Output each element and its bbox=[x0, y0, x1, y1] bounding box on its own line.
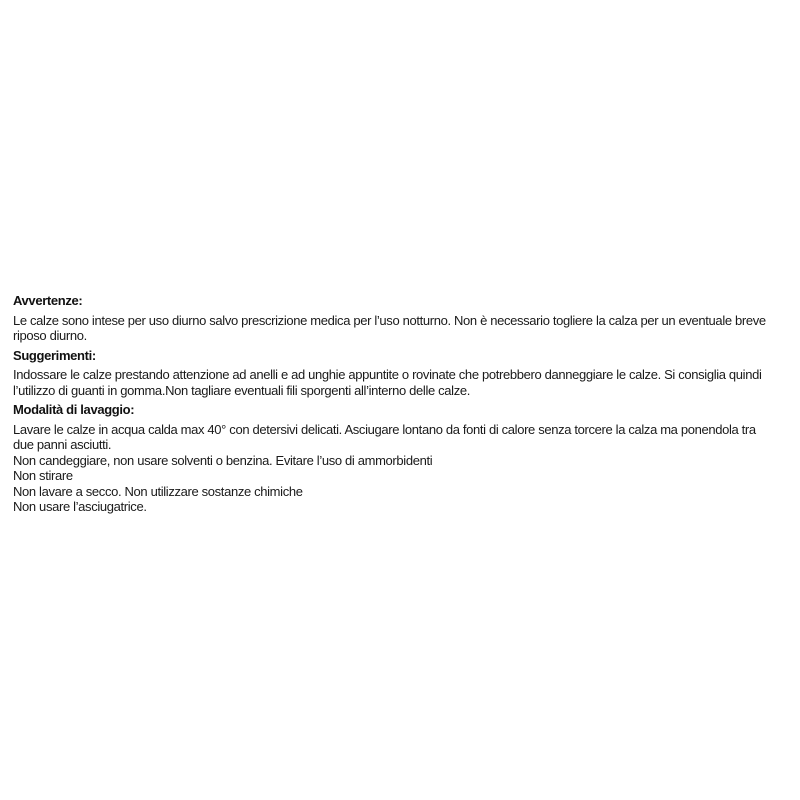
care-section bbox=[13, 402, 787, 515]
care-section bbox=[13, 293, 787, 344]
section-heading: Suggerimenti: bbox=[13, 347, 96, 363]
text-line: due panni asciutti. bbox=[13, 437, 112, 452]
section-body bbox=[13, 313, 787, 344]
text-line: l’utilizzo di guanti in gomma.Non tagliare eventuali fili sporgenti all’interno delle calze. bbox=[13, 382, 471, 398]
text-line: riposo diurno. bbox=[13, 328, 87, 343]
section-heading: Avvertenze: bbox=[13, 293, 83, 308]
care-section bbox=[13, 348, 787, 399]
text-line: Non lavare a secco. Non utilizzare sostanze chimiche bbox=[13, 483, 303, 499]
text-line: Non candeggiare, non usare solventi o benzina. Evitare l’uso di ammorbidenti bbox=[13, 452, 433, 468]
text-line: Indossare le calze prestando attenzione ad anelli e ad unghie appuntite o rovinate che potrebbero danneggiare le calze. Si consiglia quindi bbox=[13, 367, 762, 382]
text-line: Le calze sono intese per uso diurno salvo prescrizione medica per l’uso notturno. Non è necessario togliere la calza per un eventuale breve bbox=[13, 312, 766, 328]
text-line: Non stirare bbox=[13, 468, 73, 483]
section-heading: Modalità di lavaggio: bbox=[13, 402, 135, 417]
text-line: Non usare l’asciugatrice. bbox=[13, 499, 147, 514]
section-body bbox=[13, 367, 787, 398]
text-line: Lavare le calze in acqua calda max 40° con detersivi delicati. Asciugare lontano da fonti di calore senza torcere la calza ma ponendola tra bbox=[13, 421, 756, 437]
section-body bbox=[13, 422, 787, 515]
